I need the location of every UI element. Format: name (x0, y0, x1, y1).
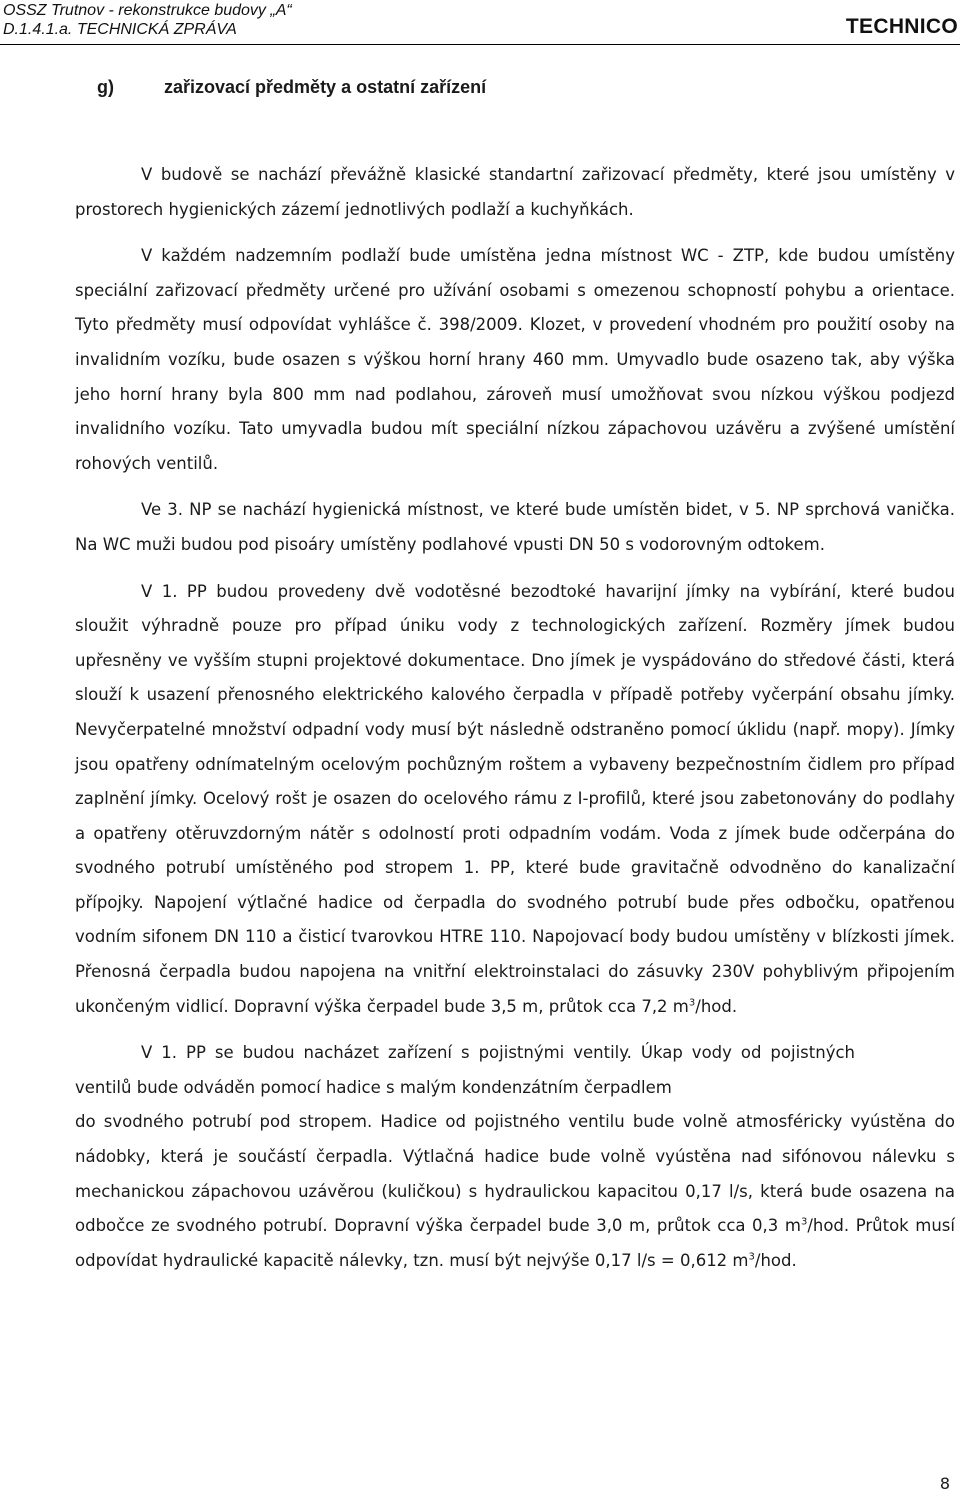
section-heading (97, 77, 486, 98)
paragraph-text: /hod. (695, 996, 738, 1016)
superscript: 3 (800, 1216, 808, 1228)
page-number: 8 (939, 1474, 950, 1493)
document-body (75, 158, 955, 1290)
section-letter: g) (97, 77, 114, 97)
paragraph: V každém nadzemním podlaží bude umístěna jedna místnost WC - ZTP, kde budou umístěny speciální zařizovací předměty určené pro užívání osobami s omezenou schopností pohybu a orientace. Tyto předměty musí odpovídat vyhlášce č. 398/2009. Klozet, v provedení vhodném pro použití osoby na invalidním vozíku, bude osazen s výškou horní hrany 460 mm. Umyvadlo bude osazeno tak, aby výška jeho horní hrany byla 800 mm nad podlahou, zároveň musí umožňovat svou nízkou výškou podjezd invalidního vozíku. Tato umyvadla budou mít speciální nízkou zápachovou uzávěru a zvýšené umístění rohových ventilů. (75, 246, 955, 473)
section-title: zařizovací předměty a ostatní zařízení (164, 77, 487, 97)
paragraph-text: /hod. (754, 1250, 797, 1270)
company-logo: TECHNICO (845, 15, 958, 38)
paragraph-text: do svodného potrubí pod stropem. Hadice od pojistného ventilu bude volně atmosféricky vyústěna do nádobky, která je součástí čerpadla. Výtlačná hadice bude volně vyústěna nad sifónovou nálevku s mechanickou zápachovou uzávěrou (kuličkou) s hydraulickou kapacitou 0,17 l/s, která bude osazena na odbočce ze svodného potrubí. Dopravní výška čerpadel bude 3,0 m, průtok cca 0,3 m (75, 1112, 955, 1236)
paragraph: Ve 3. NP se nachází hygienická místnost, ve které bude umístěn bidet, v 5. NP sprchová vanička. Na WC muži budou pod pisoáry umístěny podlahové vpusti DN 50 s vodorovným odtokem. (75, 500, 955, 554)
paragraph-text: V 1. PP budou provedeny dvě vodotěsné bezodtoké havarijní jímky na vybírání, které budou sloužit výhradně pouze pro případ úniku vody z technologických zařízení. Rozměry jímek budou upřesněny ve vyšším stupni projektové dokumentace. Dno jímek je vyspádováno do středové části, která slouží k usazení přenosného elektrického kalového čerpadla v případě potřeby vyčerpání obsahu jímky. Nevyčerpatelné množství odpadní vody musí být následně odstraněno pomocí úklidu (např. mopy). Jímky jsou opatřeny odnímatelným ocelovým pochůzným roštem a vybaveny bezpečnostním čidlem pro případ zaplnění jímky. Ocelový rošt je osazen do ocelového rámu z I-profilů, které jsou zabetonovány do podlahy a opatřeny otěruvzdorným nátěr s odolností proti odpadním vodám. Voda z jímek bude odčerpána do svodného potrubí umístěného pod stropem 1. PP, které bude gravitačně odvodněno do kanalizační přípojky. Napojení výtlačné hadice od čerpadla do svodného potrubí bude přes odbočku, opatřenou vodním sifonem DN 110 a čisticí tvarovkou HTRE 110. Napojovací body budou umístěny v blízkosti jímek. Přenosná čerpadla budou napojena na vnitřní elektroinstalaci do zásuvky 230V pohyblivým připojením ukončeným vidlicí. Dopravní výška čerpadel bude 3,5 m, průtok cca 7,2 m (75, 581, 955, 1016)
paragraph (75, 1105, 955, 1278)
superscript: 3 (688, 997, 696, 1009)
document-info (3, 1, 292, 39)
document-code: D.1.4.1.a. TECHNICKÁ ZPRÁVA (3, 21, 237, 38)
superscript: 3 (748, 1251, 755, 1263)
project-title: OSSZ Trutnov - rekonstrukce budovy „A“ (3, 2, 292, 19)
paragraph (75, 575, 955, 1025)
paragraph: V 1. PP se budou nacházet zařízení s pojistnými ventily. Úkap vody od pojistných ventilů bude odváděn pomocí hadice s malým kondenzátním čerpadlem (75, 1043, 855, 1097)
page-header (0, 0, 960, 45)
paragraph: V budově se nachází převážně klasické standartní zařizovací předměty, které jsou umístěny v prostorech hygienických zázemí jednotlivých podlaží a kuchyňkách. (75, 165, 955, 219)
paragraph-text: /hod. Průtok musí odpovídat hydraulické kapacitě nálevky, tzn. musí být nejvýše 0,17 l/s = 0,612 m (75, 1216, 955, 1270)
